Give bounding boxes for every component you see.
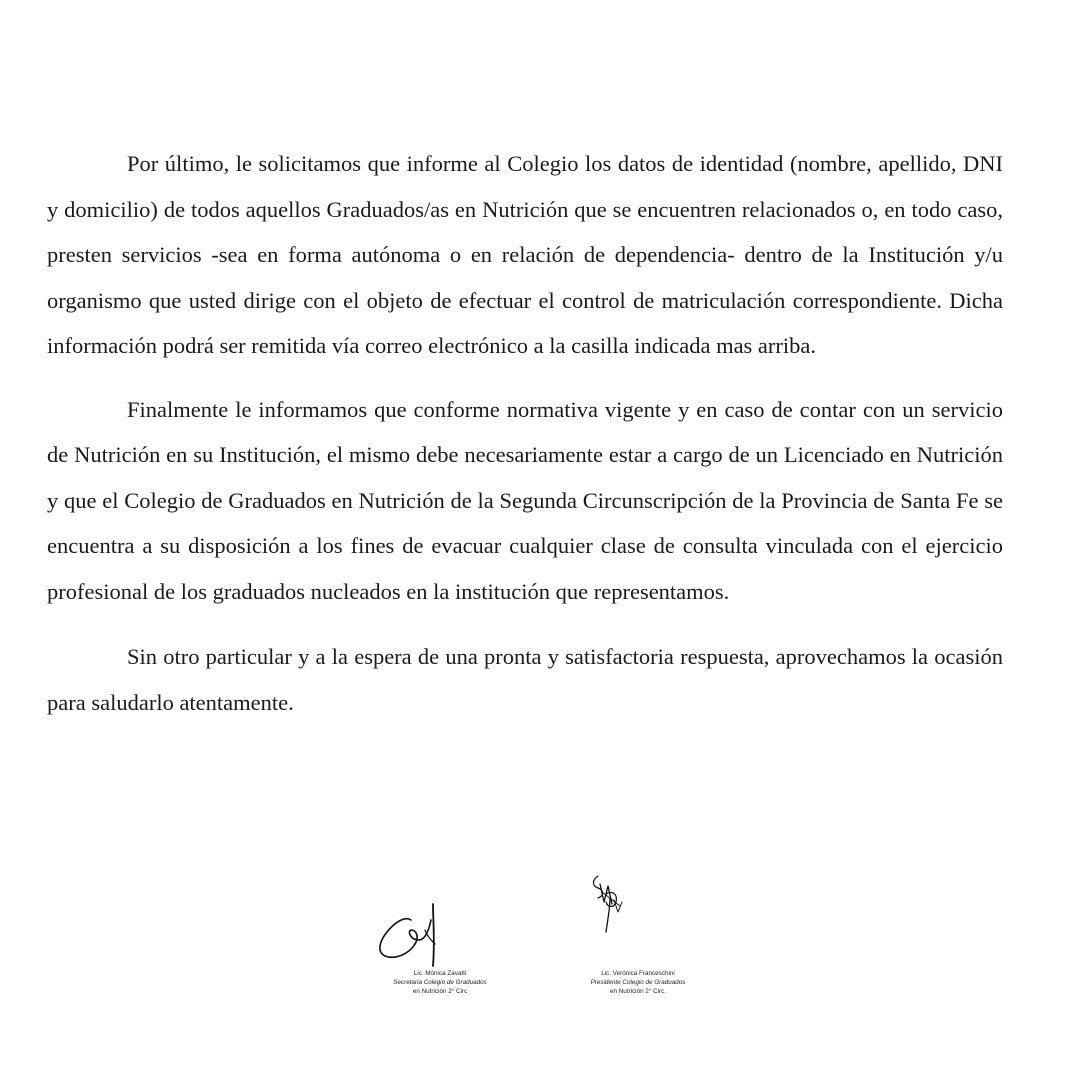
paragraph-identity-request: Por último, le solicitamos que informe al Colegio los datos de identidad (nombre, apellido, DNI y domicilio) de todos aquellos Graduados/as en Nutrición que se encuentren relacionados o, en todo caso, presten servicios -sea en forma autónoma o en relación de dependencia- dentro de la Institución y/u organismo que usted dirige con el objeto de efectuar el control de matriculación correspondiente. Dicha información podrá ser remitida vía correo electrónico a la casilla indicada mas arriba.	[47, 151, 1003, 358]
signatory-org: en Nutrición 2° Circ	[412, 988, 468, 995]
signature-block-secretary	[370, 969, 510, 996]
signatory-role: Secretaria Colegio de Graduados	[393, 979, 487, 986]
signature-block-president	[568, 969, 708, 996]
signatory-role: Presidente Colegio de Graduados	[590, 979, 686, 986]
signatory-name: Lic. Mónica Zavatti	[413, 970, 467, 977]
signatory-org: en Nutrición 2° Circ.	[609, 988, 667, 995]
signature-franceschini-image	[584, 872, 632, 938]
paragraph-nutrition-service: Finalmente le informamos que conforme normativa vigente y en caso de contar con un servicio de Nutrición en su Institución, el mismo debe necesariamente estar a cargo de un Licenciado en Nutrición y que el Colegio de Graduados en Nutrición de la Segunda Circunscripción de la Provincia de Santa Fe se encuentra a su disposición a los fines de evacuar cualquier clase de consulta vinculada con el ejercicio profesional de los graduados nucleados en la institución que representamos.	[47, 396, 1003, 604]
signatory-name: Lic. Verónica Franceschini	[601, 970, 675, 977]
signature-zavatti-image	[375, 900, 465, 972]
letter-body	[47, 141, 1003, 725]
paragraph-closing: Sin otro particular y a la espera de una pronta y satisfactoria respuesta, aprovechamos la ocasión para saludarlo atentamente.	[47, 644, 1003, 715]
